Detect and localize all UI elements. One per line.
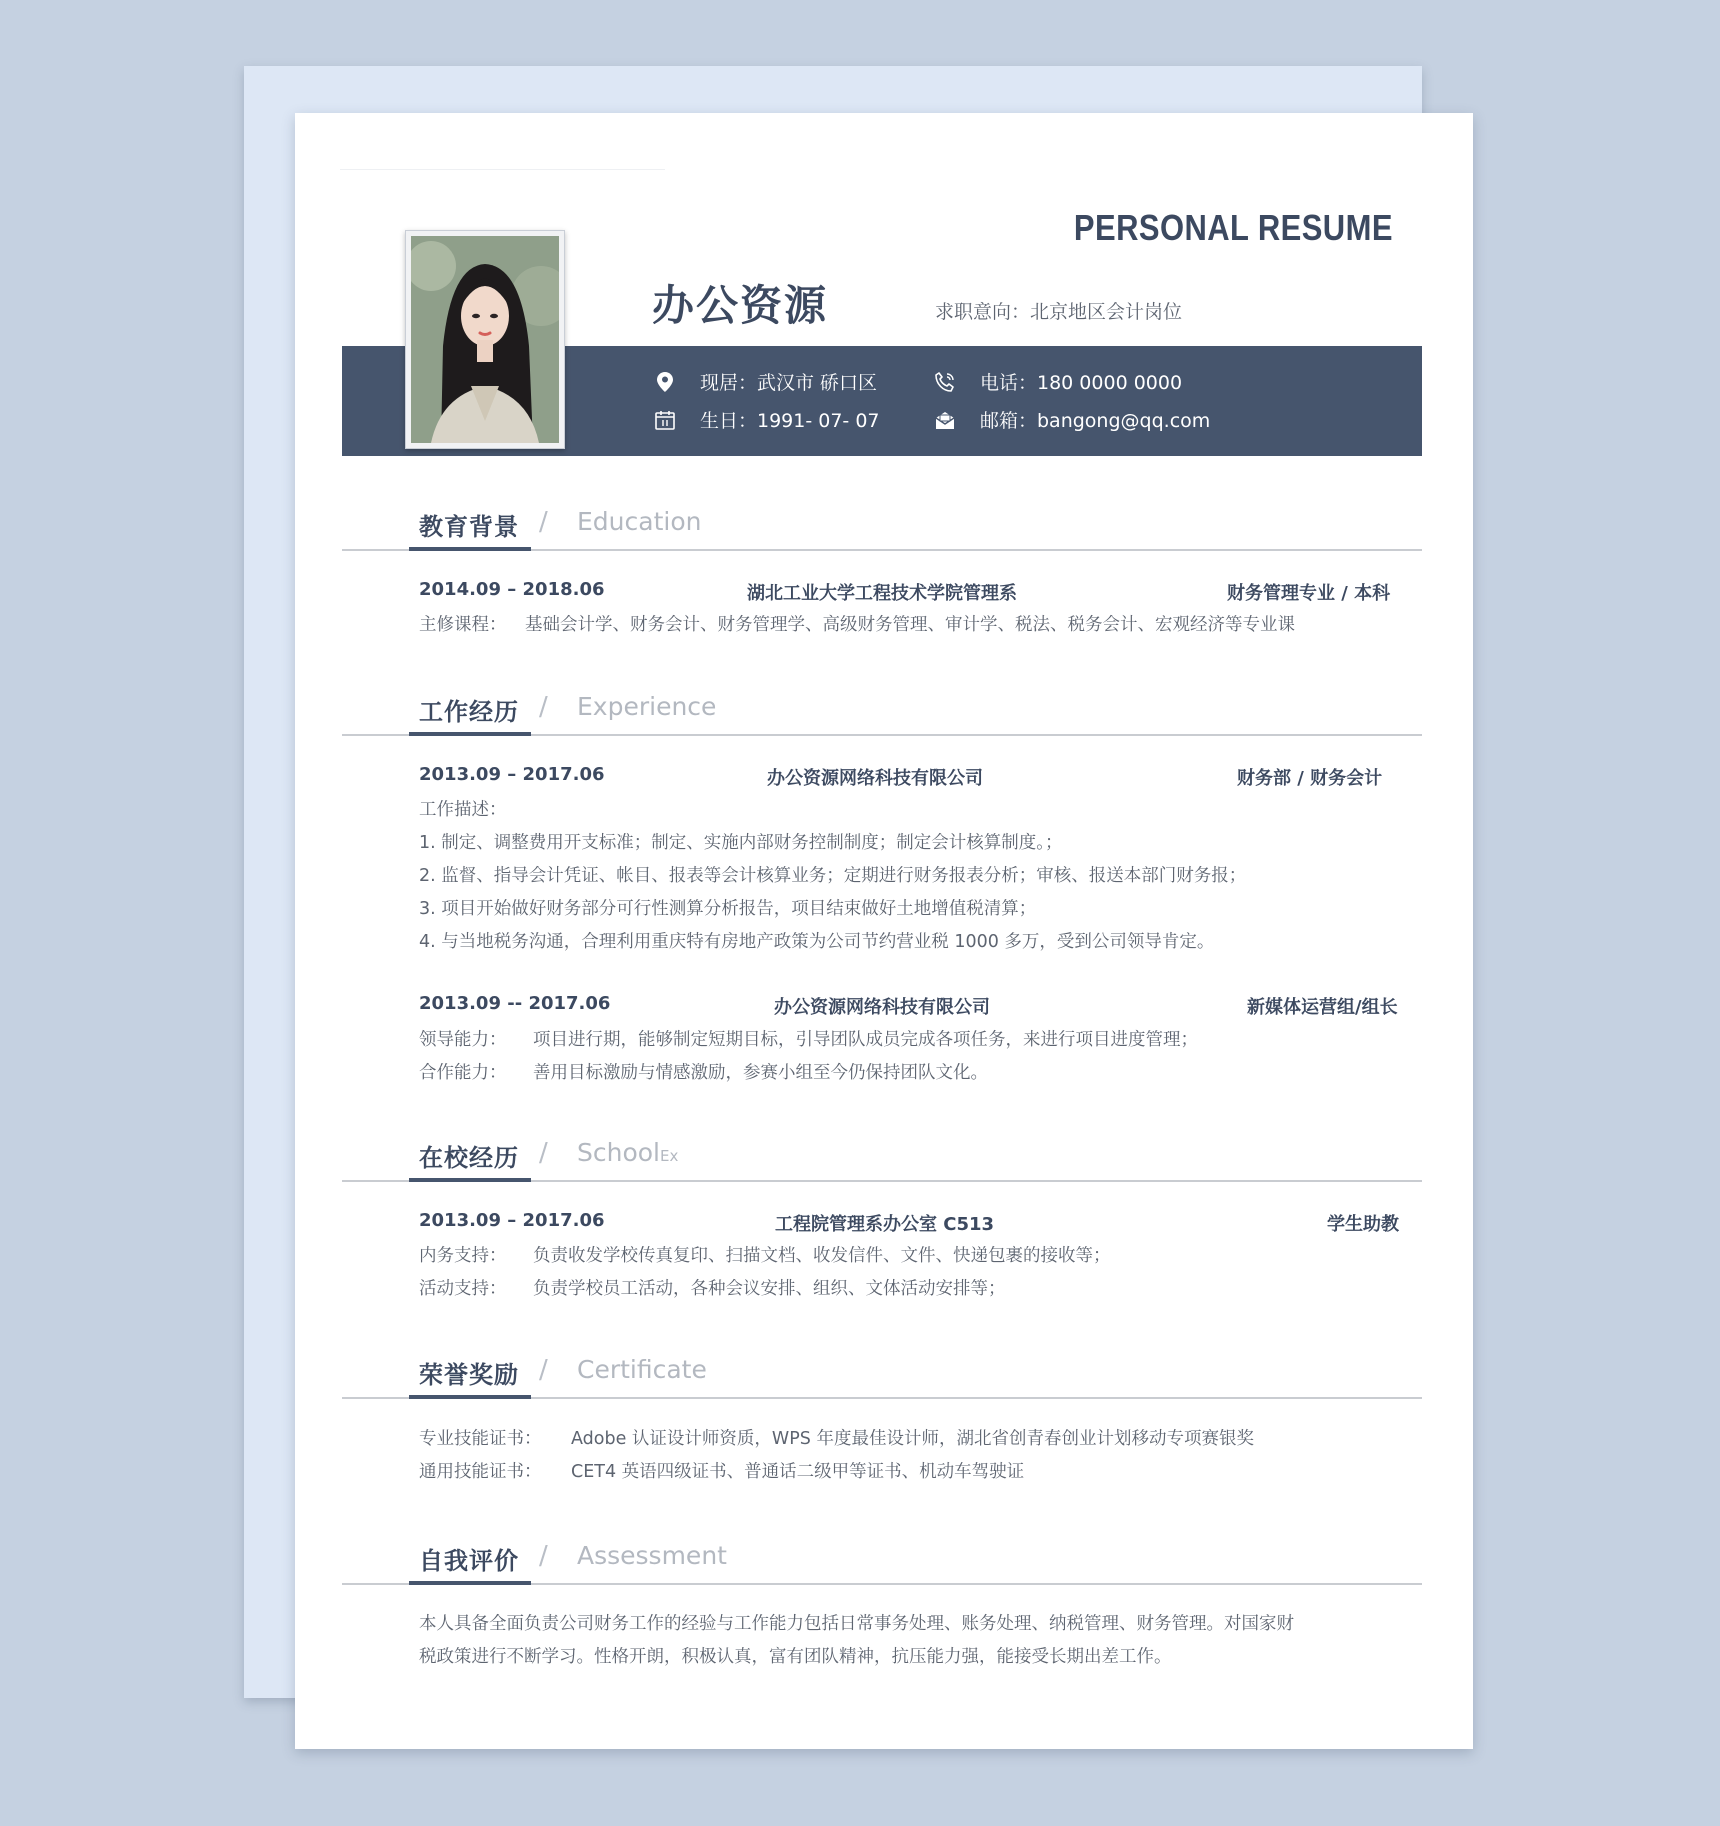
job-company: 办公资源网络科技有限公司: [774, 997, 990, 1018]
support-text: 负责学校员工活动，各种会议安排、组织、文体活动安排等；: [533, 1279, 1006, 1299]
title-separator: /: [539, 1541, 548, 1571]
mail-icon: [934, 409, 956, 431]
section-experience: [342, 688, 1422, 1083]
title-en-main: School: [577, 1138, 660, 1167]
divider: [340, 169, 665, 170]
job-desc-label: 工作描述：: [419, 800, 507, 820]
support-label: 内务支持：: [419, 1246, 507, 1266]
resume-title: PERSONAL RESUME: [1074, 207, 1393, 248]
section-header: [342, 503, 1422, 551]
section-title-en: [577, 1138, 678, 1167]
ability-label: 合作能力：: [419, 1063, 507, 1083]
school-period: 2013.09 – 2017.06: [419, 1210, 605, 1231]
job-position: 财务部 / 财务会计: [1237, 768, 1383, 789]
section-school: [342, 1134, 1422, 1299]
section-education: [342, 503, 1422, 635]
job-duty-item: 1. 制定、调整费用开支标准；制定、实施内部财务控制制度；制定会计核算制度。；: [419, 833, 1063, 853]
contact-residence: [654, 368, 877, 395]
job-period: 2013.09 -- 2017.06: [419, 993, 611, 1014]
section-title-cn: 工作经历: [419, 698, 519, 726]
section-certificate: [342, 1351, 1422, 1482]
job-objective: 求职意向：北京地区会计岗位: [935, 301, 1183, 323]
profile-photo-frame: [405, 230, 565, 449]
job-duty-item: 3. 项目开始做好财务部分可行性测算分析报告，项目结束做好土地增值税清算；: [419, 899, 1037, 919]
section-title-cn: 自我评价: [419, 1547, 519, 1575]
school-role: 学生助教: [1327, 1214, 1399, 1235]
resume-page: [295, 113, 1473, 1749]
ability-text: 项目进行期，能够制定短期目标，引导团队成员完成各项任务，来进行项目进度管理；: [533, 1030, 1198, 1050]
section-assessment: [342, 1537, 1422, 1667]
title-separator: /: [539, 692, 548, 722]
title-separator: /: [539, 507, 548, 537]
cert-text: CET4 英语四级证书、普通话二级甲等证书、机动车驾驶证: [571, 1462, 1025, 1482]
school-org: 工程院管理系办公室 C513: [775, 1214, 995, 1235]
job-company: 办公资源网络科技有限公司: [767, 768, 983, 789]
education-school: 湖北工业大学工程技术学院管理系: [747, 583, 1017, 604]
section-header: [342, 688, 1422, 736]
education-period: 2014.09 – 2018.06: [419, 579, 605, 600]
contact-phone: [934, 368, 1182, 395]
section-header: [342, 1134, 1422, 1182]
courses-label: 主修课程：: [419, 615, 507, 635]
cert-label: 专业技能证书：: [419, 1429, 542, 1449]
cert-label: 通用技能证书：: [419, 1462, 542, 1482]
section-accent-bar: [409, 732, 531, 736]
section-accent-bar: [409, 1581, 531, 1585]
support-text: 负责收发学校传真复印、扫描文档、收发信件、文件、快递包裹的接收等；: [533, 1246, 1111, 1266]
ability-text: 善用目标激励与情感激励，参赛小组至今仍保持团队文化。: [533, 1063, 988, 1083]
assessment-line: 税政策进行不断学习。性格开朗，积极认真，富有团队精神，抗压能力强，能接受长期出差工作。: [419, 1647, 1172, 1667]
section-title-en: Experience: [577, 692, 717, 721]
title-en-suffix: Ex: [660, 1147, 679, 1165]
section-title-en: Certificate: [577, 1355, 707, 1384]
section-header: [342, 1351, 1422, 1399]
education-major: 财务管理专业 / 本科: [1227, 583, 1391, 604]
email-text: 邮箱：bangong@qq.com: [980, 410, 1211, 432]
section-header: [342, 1537, 1422, 1585]
calendar-icon: [654, 409, 676, 431]
title-separator: /: [539, 1138, 548, 1168]
job-period: 2013.09 – 2017.06: [419, 764, 605, 785]
section-title-cn: 荣誉奖励: [419, 1361, 519, 1389]
job-duty-item: 4. 与当地税务沟通，合理利用重庆特有房地产政策为公司节约营业税 1000 多万，受到公司领导肯定。: [419, 932, 1215, 952]
ability-label: 领导能力：: [419, 1030, 507, 1050]
section-title-cn: 在校经历: [419, 1144, 519, 1172]
assessment-line: 本人具备全面负责公司财务工作的经验与工作能力包括日常事务处理、账务处理、纳税管理、财务管理。对国家财: [419, 1614, 1294, 1634]
phone-text: 电话：180 0000 0000: [980, 372, 1183, 394]
phone-icon: [934, 371, 956, 393]
job-position: 新媒体运营组/组长: [1247, 997, 1398, 1018]
job-duty-item: 2. 监督、指导会计凭证、帐目、报表等会计核算业务；定期进行财务报表分析；审核、报送本部门财务报；: [419, 866, 1247, 886]
birthday-text: 生日：1991- 07- 07: [700, 410, 880, 432]
section-accent-bar: [409, 547, 531, 551]
candidate-name: 办公资源: [652, 281, 829, 330]
contact-email: [934, 406, 1210, 433]
section-accent-bar: [409, 1178, 531, 1182]
cert-text: Adobe 认证设计师资质，WPS 年度最佳设计师，湖北省创青春创业计划移动专项赛银奖: [571, 1429, 1254, 1449]
residence-text: 现居：武汉市 硚口区: [700, 372, 878, 394]
location-icon: [654, 371, 676, 393]
section-title-cn: 教育背景: [419, 513, 519, 541]
section-accent-bar: [409, 1395, 531, 1399]
contact-birthday: [654, 406, 880, 433]
section-title-en: Education: [577, 507, 702, 536]
courses-text: 基础会计学、财务会计、财务管理学、高级财务管理、审计学、税法、税务会计、宏观经济等专业课: [525, 615, 1295, 635]
section-title-en: Assessment: [577, 1541, 727, 1570]
title-separator: /: [539, 1355, 548, 1385]
profile-photo: [411, 236, 559, 443]
support-label: 活动支持：: [419, 1279, 507, 1299]
